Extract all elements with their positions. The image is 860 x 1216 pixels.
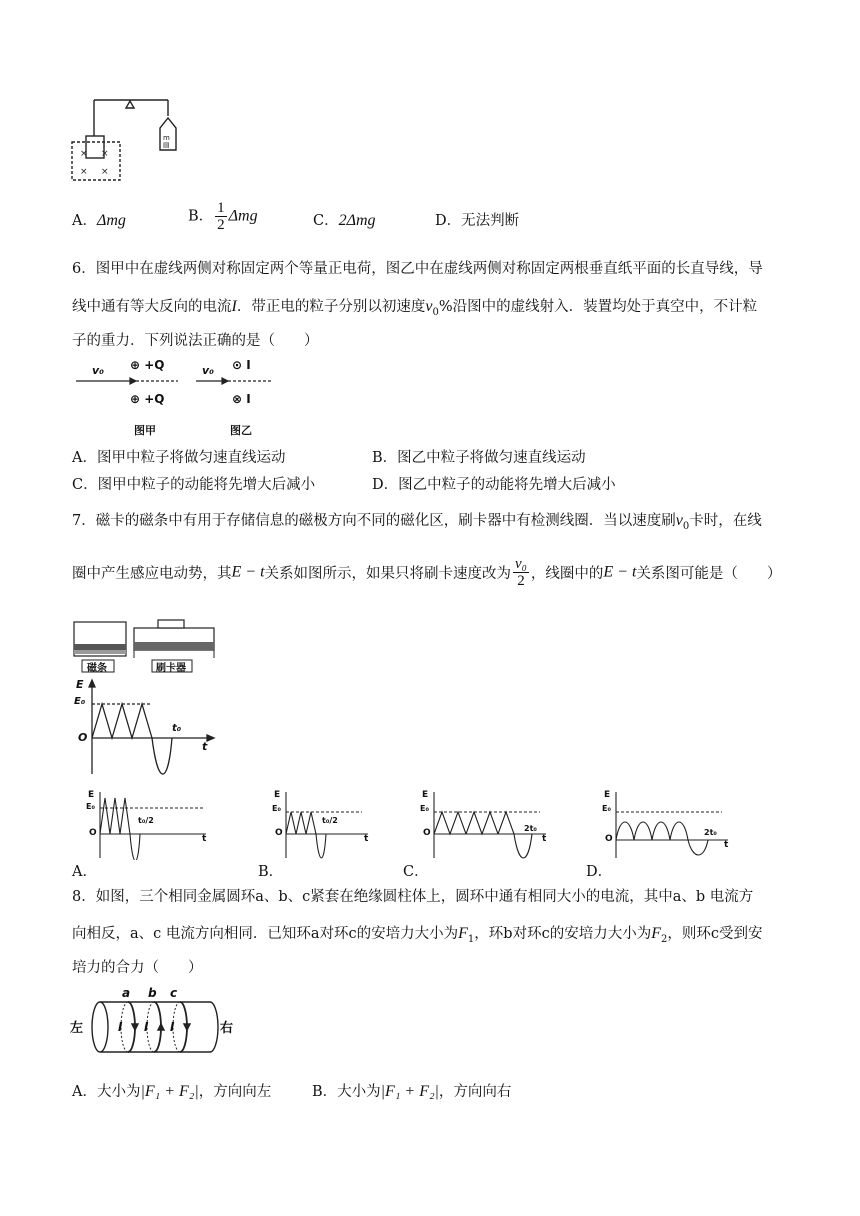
q5-option-c-label: C．	[313, 213, 339, 229]
charge-bottom: ⊕ +Q	[130, 392, 165, 406]
q6-figure: v₀ ⊕ +Q ⊕ +Q v₀ ⊙ I ⊗ I 图甲 图乙	[92, 358, 252, 437]
label-right: 右	[220, 1021, 234, 1036]
q7-line-1: 7．磁卡的磁条中有用于存储信息的磁极方向不同的磁化区，刷卡器中有检测线圈．当以速度刷$v_0$卡时，在线	[72, 512, 762, 532]
q7-fraction: $\frac{\text{v₀}}{2}$	[515, 556, 527, 589]
q8-option-a: A．大小为|F₁ + F₂|，方向向左	[72, 1083, 272, 1100]
svg-text:×: ×	[80, 149, 88, 159]
q7-main-et-graph: E E₀ O t t₀	[72, 678, 222, 778]
q7-option-d: D．	[586, 864, 613, 880]
q8-line-1: 8．如图，三个相同金属圆环a、b、c紧套在绝缘圆柱体上，圆环中通有相同大小的电流，其中a、b 电流方	[72, 889, 754, 905]
label-left: 左	[70, 1021, 84, 1036]
wire-top: ⊙ I	[232, 358, 251, 372]
q6-line-1: 6．图甲中在虚线两侧对称固定两个等量正电荷，图乙中在虚线两侧对称固定两根垂直纸平面的长直导线，导	[72, 261, 763, 277]
svg-text:×: ×	[80, 167, 88, 177]
ring-a-label: a	[122, 986, 131, 1000]
q8-line-3: 培力的合力（ ）	[72, 960, 203, 976]
magnetic-card-pictures: 磁条 刷卡器	[72, 616, 222, 676]
label-yi: 图乙	[230, 424, 252, 437]
svg-text:×: ×	[101, 149, 109, 159]
q8-option-b: B．大小为|F₁ + F₂|，方向向右	[312, 1083, 512, 1100]
q8-line-2: 向相反，a、c 电流方向相同．已知环a对环c的安培力大小为$F_1$，环b对环c的安培力大小为$F_2$，则环c受到安	[72, 925, 763, 945]
q5-option-c-value: 2Δmg	[338, 212, 376, 229]
q7-option-c: C．	[403, 864, 429, 880]
q6-option-c: C．图甲中粒子的动能将先增大后减小	[72, 477, 316, 493]
svg-text:▤: ▤	[163, 141, 170, 149]
q5-option-a-label: A．	[72, 213, 97, 229]
ring-b-label: b	[148, 986, 157, 1000]
q7-option-c-graph: E E₀ O t 2t₀	[420, 790, 550, 860]
q7-option-b: B．	[258, 864, 284, 880]
label-jia: 图甲	[134, 424, 156, 437]
q5-option-d-label: D．	[435, 213, 462, 229]
q7-option-b-graph: E E₀ O t t₀/2	[272, 790, 372, 860]
q7-option-d-graph: E E₀ O t 2t₀	[602, 790, 732, 860]
q6-option-d: D．图乙中粒子的动能将先增大后减小	[372, 477, 616, 493]
q5-option-a-value: Δmg	[96, 212, 126, 229]
q7-option-a-graph: E E₀ O t t₀/2	[86, 790, 211, 860]
svg-text:m: m	[163, 134, 170, 142]
charge-top: ⊕ +Q	[130, 358, 165, 372]
q5-option-b-fraction: $\frac{1}{2}$	[217, 200, 225, 233]
q6-option-a: A．图甲中粒子将做匀速直线运动	[72, 450, 286, 466]
q6-option-b: B．图乙中粒子将做匀速直线运动	[372, 450, 586, 466]
svg-text:×: ×	[101, 167, 109, 177]
q7-option-a: A．	[72, 864, 97, 880]
q5-option-b-value: Δmg	[228, 207, 258, 225]
balance-figure	[70, 94, 190, 186]
q8-cylinder-rings-figure: 左 右 a b c I I I	[70, 986, 240, 1058]
q6-line-2: 线中通有等大反向的电流I．带正电的粒子分别以初速度$v_0\%$沿图中的虚线射入．装置均处于真空中，不计粒	[72, 298, 758, 318]
q5-option-d-value: 无法判断	[461, 213, 520, 229]
wire-bottom: ⊗ I	[232, 392, 251, 406]
q5-option-b-label: B．	[188, 208, 214, 225]
q7-line-2: 圈中产生感应电动势，其E − t关系如图所示，如果只将刷卡速度改为 $\frac{\text{v₀}}{2}$ ，线圈中的E − t关系图可能是（ ）	[72, 556, 782, 589]
q6-line-3: 子的重力．下列说法正确的是（ ）	[72, 333, 319, 349]
ring-c-label: c	[170, 986, 178, 1000]
